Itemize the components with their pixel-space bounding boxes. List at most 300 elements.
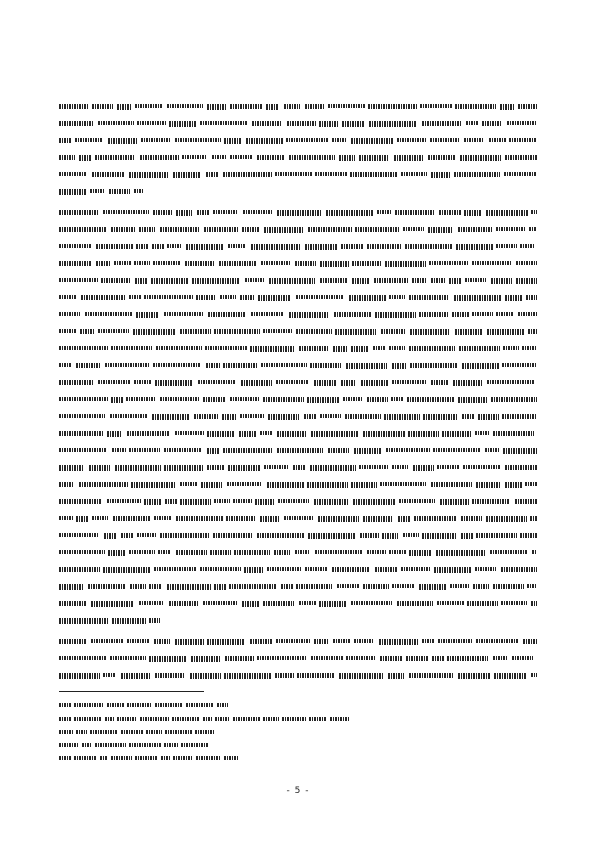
word-mark [314, 380, 337, 386]
text-line [59, 121, 537, 127]
word-mark [59, 717, 71, 721]
word-mark [310, 465, 356, 471]
footnote-line [59, 756, 243, 762]
word-mark [126, 397, 155, 401]
word-mark [76, 363, 101, 368]
text-line [59, 172, 537, 178]
word-mark [191, 656, 221, 662]
word-mark [431, 278, 446, 283]
word-mark [98, 121, 134, 125]
word-mark [230, 104, 263, 109]
word-mark [374, 278, 408, 283]
word-mark [345, 414, 381, 419]
word-mark [409, 550, 431, 556]
word-mark [307, 397, 339, 403]
word-mark [59, 397, 108, 401]
word-mark [59, 210, 99, 215]
word-mark [389, 550, 406, 554]
word-mark [234, 550, 270, 555]
word-mark [92, 516, 108, 520]
text-line [59, 584, 537, 590]
word-mark [149, 656, 187, 662]
word-mark [459, 346, 500, 351]
word-mark [224, 673, 271, 679]
word-mark [391, 397, 404, 401]
word-mark [260, 431, 272, 435]
word-mark [59, 431, 104, 436]
word-mark [224, 756, 238, 760]
word-mark [220, 295, 236, 299]
word-mark [355, 227, 400, 232]
text-line [59, 516, 537, 522]
word-mark [59, 465, 84, 471]
word-mark [197, 210, 210, 215]
word-mark [266, 104, 279, 110]
word-mark [368, 104, 417, 109]
word-mark [379, 639, 418, 645]
word-mark [217, 703, 228, 707]
word-mark [518, 312, 537, 316]
word-mark [373, 346, 385, 350]
word-mark [169, 601, 199, 606]
text-line [59, 656, 537, 662]
word-mark [129, 295, 141, 299]
word-mark [463, 465, 500, 469]
word-mark [278, 499, 309, 503]
word-mark [476, 482, 501, 488]
word-mark [59, 155, 75, 160]
text-line [59, 329, 537, 335]
word-mark [493, 656, 507, 660]
word-mark [111, 227, 135, 232]
word-mark [149, 584, 162, 589]
word-mark [491, 278, 512, 284]
word-mark [462, 414, 475, 419]
word-mark [91, 639, 123, 643]
word-mark [167, 104, 203, 108]
text-line [59, 448, 537, 454]
word-mark [320, 414, 341, 418]
word-mark [75, 138, 103, 142]
word-mark [74, 717, 102, 721]
word-mark [101, 278, 131, 283]
word-mark [308, 227, 352, 232]
word-mark [129, 743, 161, 747]
word-mark [305, 244, 338, 250]
text-line [59, 550, 537, 556]
word-mark [454, 295, 502, 301]
word-mark [337, 584, 360, 588]
word-mark [96, 261, 111, 266]
word-mark [375, 312, 416, 318]
word-mark [110, 414, 147, 418]
word-mark [213, 210, 238, 214]
text-line [59, 278, 537, 284]
word-mark [409, 673, 454, 678]
word-mark [485, 448, 500, 452]
word-mark [377, 210, 392, 214]
word-mark [205, 346, 247, 350]
word-mark [315, 550, 363, 554]
word-mark [207, 104, 227, 110]
word-mark [428, 155, 455, 160]
word-mark [252, 121, 282, 126]
word-mark [296, 329, 332, 334]
word-mark [277, 431, 307, 437]
word-mark [531, 673, 537, 677]
word-mark [299, 346, 328, 351]
word-mark [268, 414, 299, 420]
word-mark [346, 363, 387, 369]
word-mark [360, 533, 379, 538]
word-mark [200, 567, 241, 571]
word-mark [195, 730, 215, 734]
word-mark [242, 227, 259, 232]
word-mark [490, 550, 528, 554]
word-mark [267, 482, 304, 488]
word-mark [79, 482, 128, 487]
word-mark [409, 295, 449, 300]
word-mark [295, 261, 316, 266]
word-mark [181, 743, 209, 747]
word-mark [240, 414, 265, 418]
word-mark [392, 380, 427, 384]
word-mark [59, 743, 79, 747]
word-mark [334, 312, 372, 317]
word-mark [223, 363, 257, 368]
word-mark [529, 227, 537, 231]
word-mark [133, 329, 176, 335]
word-mark [394, 155, 423, 161]
word-mark [180, 329, 211, 334]
word-mark [196, 756, 221, 760]
word-mark [267, 567, 301, 571]
word-mark [315, 172, 347, 176]
word-mark [226, 516, 256, 521]
word-mark [335, 329, 376, 335]
word-mark [176, 210, 192, 216]
word-mark [319, 601, 346, 607]
word-mark [59, 533, 99, 537]
word-mark [131, 482, 175, 488]
text-line [59, 155, 537, 161]
word-mark [432, 656, 444, 661]
word-mark [367, 244, 402, 249]
word-mark [361, 380, 388, 386]
word-mark [139, 601, 164, 605]
word-mark [160, 227, 200, 232]
word-mark [401, 172, 427, 176]
word-mark [333, 639, 351, 643]
word-mark [95, 743, 126, 747]
word-mark [154, 567, 197, 571]
word-mark [261, 363, 307, 367]
word-mark [515, 499, 537, 504]
text-line [59, 380, 537, 386]
word-mark [461, 533, 473, 539]
word-mark [388, 673, 404, 679]
word-mark [401, 567, 431, 571]
word-mark [342, 121, 364, 127]
word-mark [175, 431, 204, 435]
word-mark [436, 550, 485, 556]
text-line [59, 618, 160, 624]
word-mark [140, 155, 179, 160]
word-mark [431, 482, 472, 487]
word-mark [59, 730, 73, 734]
footnote-line [59, 730, 215, 736]
word-mark [115, 465, 161, 471]
word-mark [493, 431, 534, 436]
word-mark [476, 639, 518, 643]
word-mark [155, 380, 193, 386]
word-mark [175, 138, 221, 142]
word-mark [310, 363, 341, 368]
word-mark [230, 397, 260, 401]
word-mark [354, 448, 382, 454]
word-mark [453, 380, 482, 386]
word-mark [363, 431, 405, 437]
word-mark [204, 227, 239, 232]
word-mark [208, 312, 246, 317]
word-mark [228, 244, 246, 248]
word-mark [466, 121, 478, 125]
word-mark [144, 295, 193, 299]
word-mark [139, 227, 155, 232]
word-mark [180, 482, 197, 486]
word-mark [59, 227, 107, 232]
word-mark [223, 448, 272, 453]
word-mark [59, 244, 92, 248]
page-number: - 5 - [286, 786, 310, 796]
word-mark [467, 601, 498, 606]
word-mark [422, 121, 462, 126]
word-mark [502, 414, 537, 419]
word-mark [117, 717, 137, 721]
word-mark [305, 104, 324, 109]
word-mark [431, 172, 451, 178]
word-mark [135, 104, 162, 108]
word-mark [59, 516, 73, 520]
word-mark [135, 278, 147, 284]
text-line [59, 261, 537, 267]
word-mark [111, 346, 152, 350]
word-mark [359, 155, 389, 161]
text-line [59, 414, 537, 420]
word-mark [154, 516, 171, 520]
word-mark [180, 499, 211, 505]
text-line [59, 533, 537, 539]
word-mark [263, 601, 294, 606]
word-mark [349, 295, 386, 301]
word-mark [261, 261, 290, 265]
text-line [59, 639, 537, 645]
word-mark [341, 244, 364, 249]
word-mark [59, 499, 102, 504]
word-mark [213, 533, 253, 538]
word-mark [156, 346, 202, 350]
word-mark [308, 533, 355, 539]
word-mark [137, 533, 157, 537]
word-mark [403, 227, 424, 231]
footnote-line [59, 743, 215, 749]
word-mark [282, 717, 306, 721]
word-mark [341, 380, 356, 386]
word-mark [212, 155, 227, 159]
word-mark [152, 414, 189, 420]
word-mark [203, 397, 226, 402]
word-mark [274, 550, 290, 555]
word-mark [59, 346, 108, 350]
word-mark [397, 601, 433, 606]
word-mark [154, 639, 170, 644]
word-mark [250, 639, 272, 644]
word-mark [103, 210, 149, 214]
word-mark [419, 584, 446, 590]
word-mark [516, 261, 537, 265]
word-mark [332, 138, 347, 142]
word-mark [277, 210, 322, 216]
word-mark [472, 499, 510, 504]
word-mark [107, 703, 124, 707]
word-mark [111, 397, 123, 403]
word-mark [140, 717, 169, 721]
word-mark [153, 363, 201, 367]
word-mark [304, 414, 316, 419]
word-mark [476, 533, 517, 538]
word-mark [439, 210, 461, 215]
word-mark [512, 656, 533, 660]
word-mark [164, 448, 202, 452]
word-mark [201, 482, 222, 488]
word-mark [59, 673, 100, 679]
word-mark [343, 397, 363, 401]
word-mark [496, 227, 525, 231]
word-mark [289, 312, 329, 318]
word-mark [98, 380, 131, 384]
word-mark [152, 244, 164, 249]
word-mark [134, 380, 151, 384]
word-mark [505, 155, 537, 160]
word-mark [450, 584, 470, 588]
word-mark [489, 138, 506, 142]
word-mark [264, 227, 304, 233]
word-mark [351, 346, 368, 352]
word-mark [257, 533, 304, 538]
text-line [59, 346, 537, 352]
word-mark [438, 639, 472, 643]
word-mark [293, 465, 305, 470]
word-mark [339, 155, 355, 161]
word-mark [135, 756, 158, 760]
word-mark [165, 499, 177, 504]
word-mark [164, 743, 178, 747]
word-mark [269, 278, 315, 284]
word-mark [367, 550, 386, 554]
word-mark [222, 414, 237, 420]
word-mark [233, 717, 260, 721]
word-mark [414, 516, 456, 521]
word-mark [496, 244, 517, 248]
word-mark [472, 312, 493, 316]
word-mark [275, 172, 312, 176]
word-mark [352, 261, 382, 266]
word-mark [129, 172, 169, 178]
word-mark [363, 584, 389, 589]
text-line [59, 295, 537, 301]
word-mark [276, 380, 309, 384]
word-mark [456, 244, 493, 250]
word-mark [112, 448, 126, 452]
word-mark [59, 172, 87, 176]
word-mark [328, 448, 349, 453]
word-mark [165, 730, 192, 734]
word-mark [299, 601, 316, 605]
word-mark [430, 138, 460, 142]
word-mark [111, 756, 132, 760]
word-mark [59, 329, 77, 333]
word-mark [214, 584, 226, 590]
word-mark [505, 465, 537, 470]
word-mark [354, 639, 374, 643]
word-mark [167, 584, 211, 590]
word-mark [224, 138, 241, 144]
word-mark [487, 329, 525, 335]
word-mark [478, 414, 499, 420]
word-mark [509, 138, 537, 142]
word-mark [127, 703, 152, 707]
word-mark [194, 414, 219, 419]
word-mark [129, 550, 155, 554]
word-mark [392, 584, 414, 588]
word-mark [82, 743, 92, 747]
word-mark [309, 717, 327, 721]
word-mark [332, 567, 370, 572]
word-mark [409, 346, 455, 351]
word-mark [454, 172, 500, 177]
word-mark [88, 584, 126, 589]
word-mark [109, 189, 130, 194]
word-mark [531, 601, 537, 606]
word-mark [198, 380, 236, 384]
word-mark [413, 465, 434, 471]
word-mark [465, 278, 486, 282]
word-mark [144, 499, 162, 505]
word-mark [458, 397, 488, 403]
word-mark [532, 550, 537, 554]
word-mark [214, 499, 230, 503]
word-mark [146, 730, 162, 734]
word-mark [127, 639, 149, 643]
word-mark [149, 618, 160, 623]
text-line [59, 244, 537, 250]
word-mark [91, 601, 134, 607]
word-mark [305, 567, 327, 571]
word-mark [59, 703, 71, 707]
word-mark [351, 482, 377, 488]
word-mark [59, 295, 76, 299]
word-mark [100, 756, 108, 760]
word-mark [230, 155, 253, 159]
word-mark [311, 431, 358, 437]
word-mark [263, 717, 279, 721]
text-line [59, 499, 537, 505]
word-mark [452, 312, 469, 317]
text-line [59, 482, 537, 488]
word-mark [522, 346, 537, 350]
word-mark [85, 312, 133, 316]
word-mark [422, 533, 457, 539]
